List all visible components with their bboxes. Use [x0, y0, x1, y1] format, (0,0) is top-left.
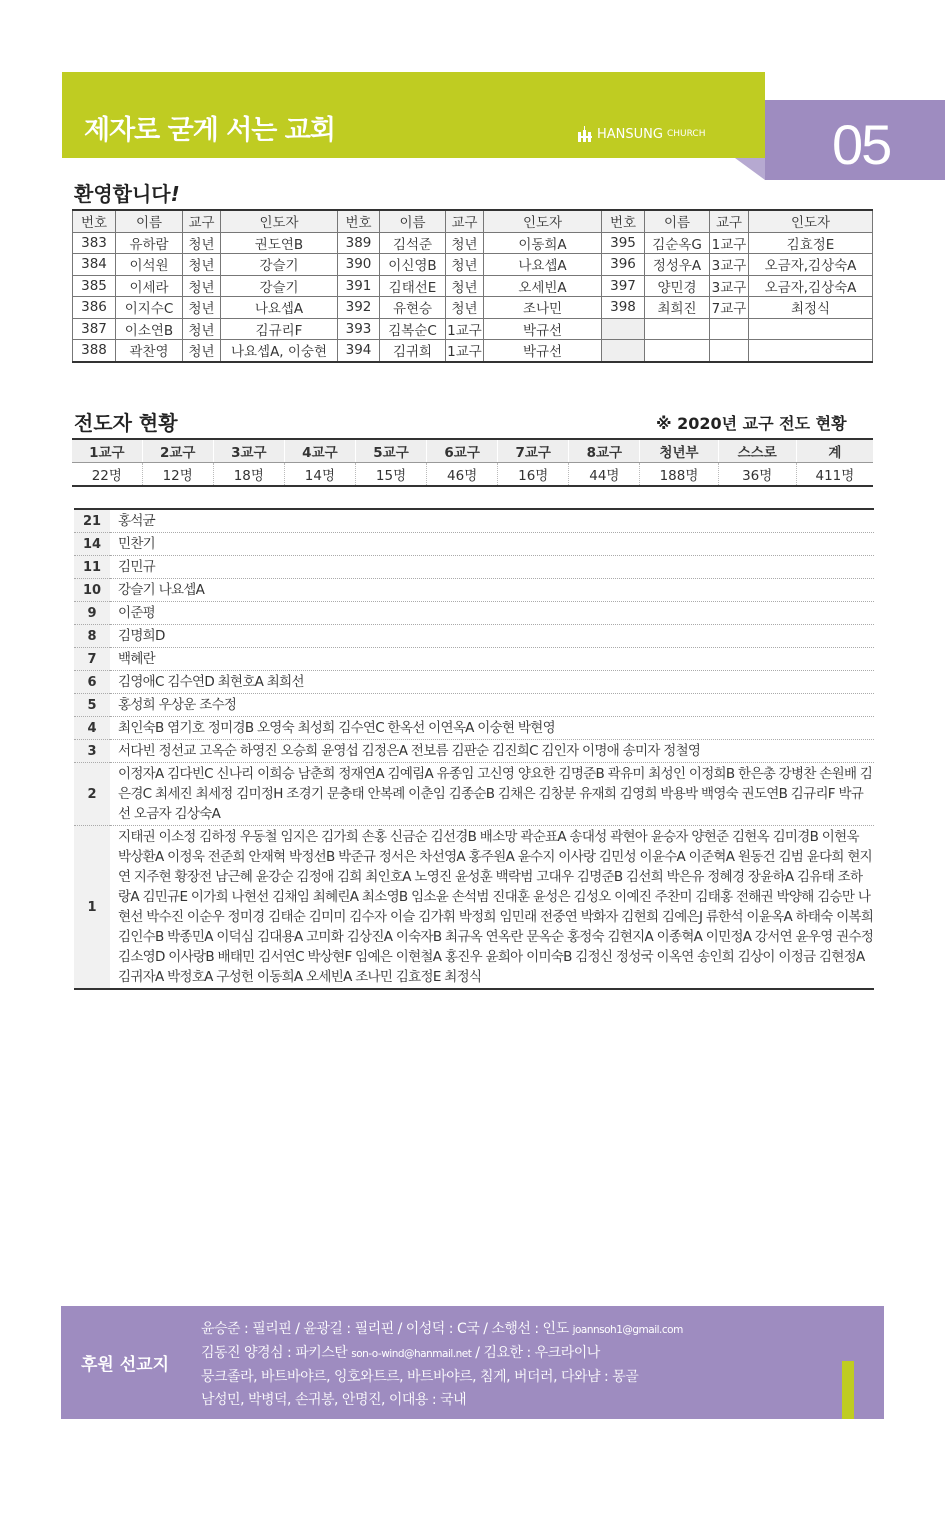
welcome-cell: 391	[338, 275, 380, 297]
welcome-cell: 393	[338, 318, 380, 340]
missions-label: 후원 선교지	[81, 1355, 170, 1375]
rank-count: 11	[74, 556, 110, 579]
welcome-cell: 389	[338, 232, 380, 254]
welcome-cell: 398	[602, 297, 645, 319]
rank-row	[74, 602, 874, 625]
welcome-row	[73, 254, 873, 276]
rank-names: 김영애C 김수연D 최현호A 최희선	[110, 671, 874, 694]
welcome-cell: 유현승	[380, 297, 446, 319]
welcome-cell: 최정식	[749, 297, 873, 319]
welcome-cell	[710, 340, 749, 362]
rank-row	[74, 648, 874, 671]
welcome-cell: 김석준	[380, 232, 446, 254]
welcome-cell: 388	[73, 340, 116, 362]
rank-names: 홍석균	[110, 509, 874, 533]
evangelist-value-cell: 36명	[718, 463, 796, 487]
rank-row	[74, 509, 874, 533]
welcome-cell: 최희진	[645, 297, 710, 319]
missions-box	[61, 1306, 884, 1419]
missions-email-2: son-o-wind@hanmail.net	[351, 1348, 472, 1360]
rank-row	[74, 533, 874, 556]
welcome-cell: 이지수C	[116, 297, 183, 319]
welcome-cell: 이석원	[116, 254, 183, 276]
welcome-cell	[749, 318, 873, 340]
rank-row	[74, 579, 874, 602]
welcome-cell: 390	[338, 254, 380, 276]
rank-names: 김민규	[110, 556, 874, 579]
welcome-cell: 397	[602, 275, 645, 297]
welcome-cell: 유하람	[116, 232, 183, 254]
welcome-cell: 이소연B	[116, 318, 183, 340]
welcome-cell: 1교구	[446, 340, 484, 362]
rank-count: 14	[74, 533, 110, 556]
welcome-header-cell: 번호	[602, 210, 645, 232]
evangelist-header-cell: 3교구	[213, 439, 284, 463]
welcome-cell: 392	[338, 297, 380, 319]
rank-count: 5	[74, 694, 110, 717]
missions-line-4: 남성민, 박병덕, 손귀봉, 안명진, 이대용 : 국내	[201, 1392, 467, 1408]
rank-names: 홍성희 우상운 조수정	[110, 694, 874, 717]
welcome-table	[72, 209, 873, 363]
rank-count: 2	[74, 763, 110, 826]
church-logo	[578, 126, 705, 142]
welcome-header-row	[73, 210, 873, 232]
welcome-row	[73, 318, 873, 340]
logo-text: HANSUNG	[597, 126, 663, 142]
evangelist-header-cell: 2교구	[142, 439, 213, 463]
welcome-cell: 오금자,김상숙A	[749, 254, 873, 276]
evangelist-summary-table	[72, 438, 873, 487]
welcome-header-cell: 교구	[446, 210, 484, 232]
welcome-cell: 오세빈A	[484, 275, 602, 297]
missions-email-1: joannsoh1@gmail.com	[572, 1324, 683, 1336]
welcome-cell: 청년	[446, 232, 484, 254]
welcome-row	[73, 297, 873, 319]
rank-row	[74, 625, 874, 648]
welcome-cell: 양민경	[645, 275, 710, 297]
page-title: 제자로 굳게 서는 교회	[84, 115, 335, 146]
welcome-cell: 이신영B	[380, 254, 446, 276]
welcome-cell: 김순옥G	[645, 232, 710, 254]
evangelist-value-cell: 22명	[91, 468, 122, 484]
evangelist-header-cell: 계	[796, 439, 873, 463]
rank-names: 김명희D	[110, 625, 874, 648]
welcome-cell: 나요셉A, 이숭현	[221, 340, 338, 362]
welcome-cell: 7교구	[710, 297, 749, 319]
missions-line-2: 김동진 양경심 : 파키스탄 son-o-wind@hanmail.net / 김요한 : 우크라이나	[201, 1345, 600, 1361]
welcome-header-cell: 인도자	[749, 210, 873, 232]
evangelist-value-cell: 16명	[498, 463, 569, 487]
evangelist-value-cell: 411명	[796, 463, 873, 487]
evangelist-header-cell: 8교구	[569, 439, 640, 463]
welcome-cell	[645, 340, 710, 362]
rank-names: 서다빈 정선교 고옥순 하영진 오승희 윤영섭 김정은A 전보름 김판순 김진희C 김인자 이명애 송미자 정철영	[110, 740, 874, 763]
welcome-header-cell: 이름	[380, 210, 446, 232]
evangelist-header-cell: 청년부	[640, 439, 718, 463]
welcome-row	[73, 275, 873, 297]
welcome-cell: 청년	[183, 254, 221, 276]
rank-row	[74, 826, 874, 990]
rank-names: 민찬기	[110, 533, 874, 556]
welcome-cell: 396	[602, 254, 645, 276]
evangelist-value-cell: 46명	[427, 463, 498, 487]
evangelist-values-row	[72, 463, 873, 487]
evangelist-value-cell: 44명	[569, 463, 640, 487]
accent-bar	[842, 1361, 854, 1419]
church-cross-icon	[578, 126, 592, 142]
welcome-cell: 1교구	[446, 318, 484, 340]
welcome-cell	[645, 318, 710, 340]
evangelist-note: ※ 2020년 교구 전도 현황	[656, 414, 847, 433]
welcome-cell: 청년	[183, 340, 221, 362]
welcome-header-cell: 교구	[183, 210, 221, 232]
welcome-cell: 1교구	[710, 232, 749, 254]
evangelist-header-cell: 1교구	[72, 439, 142, 463]
evangelist-header-cell: 스스로	[718, 439, 796, 463]
evangelist-title: 전도자 현황	[74, 411, 178, 435]
welcome-header-cell: 번호	[338, 210, 380, 232]
rank-count: 7	[74, 648, 110, 671]
welcome-cell: 394	[338, 340, 380, 362]
rank-names: 강슬기 나요셉A	[110, 579, 874, 602]
welcome-cell: 3교구	[710, 275, 749, 297]
welcome-cell	[602, 318, 645, 340]
welcome-cell: 박규선	[484, 340, 602, 362]
welcome-header-cell: 이름	[645, 210, 710, 232]
welcome-cell: 조나민	[484, 297, 602, 319]
rank-row	[74, 694, 874, 717]
welcome-row	[73, 340, 873, 362]
rank-count: 3	[74, 740, 110, 763]
rank-row	[74, 717, 874, 740]
evangelist-header-cell: 6교구	[427, 439, 498, 463]
rank-row	[74, 671, 874, 694]
welcome-title: 환영합니다!	[74, 182, 180, 206]
page-number: 05	[832, 113, 891, 176]
evangelist-value-cell: 18명	[213, 463, 284, 487]
welcome-cell: 곽찬영	[116, 340, 183, 362]
welcome-cell	[710, 318, 749, 340]
welcome-row	[73, 232, 873, 254]
welcome-cell	[602, 340, 645, 362]
welcome-cell: 나요셉A	[221, 297, 338, 319]
welcome-cell: 김태선E	[380, 275, 446, 297]
welcome-cell: 청년	[183, 318, 221, 340]
welcome-cell: 이세라	[116, 275, 183, 297]
rank-names: 지태권 이소정 김하정 우동철 임지은 김가희 손홍 신금순 김선경B 배소망 곽순표A 송대성 곽현아 윤승자 양현준 김현옥 김미경B 이현욱 박상환A 이정욱 전준희 안재혁 박정선B 박준규 정서은 차선영A 홍주원A 윤수지 이사랑 김민성 이윤수A 이준혁A 원동건 김범 윤다희 현지연 지주현 황장전 남근혜 윤강순 김정애 김희 최인호A 노영진 윤성훈 백락범 고대우 김명준B 김선희 박은유 정혜경 장윤하A 김유태 조하랑A 김민규E 이가희 나현선 김채임 최혜린A 최소영B 임소윤 손석범 진대훈 윤성은 김성오 이예진 주찬미 김태홍 전해권 박양해 김승만 나현선 박수진 이순우 정미경 김태순 김미미 김수자 이슬 김가휘 박정희 임민래 전중연 박화자 김현희 김예은J 류한석 이윤옥A 하태숙 이복희 김인수B 박종민A 이덕심 김대용A 고미화 김상진A 이숙자B 최규옥 연옥란 문옥순 홍정숙 김현지A 이종혁A 이민정A 강서연 윤우영 권수정 김소영D 이사랑B 배태민 김서연C 박상현F 임예은 이현철A 홍진우 윤희아 이미숙B 김정신 정성국 이옥연 송인희 김상이 이정금 김현정A 김귀자A 박정호A 구성헌 이동희A 오세빈A 조나민 김효정E 최정식	[110, 826, 874, 990]
logo-subtext: CHURCH	[666, 129, 706, 139]
rank-row	[74, 556, 874, 579]
welcome-cell: 강슬기	[221, 275, 338, 297]
welcome-cell: 이동희A	[484, 232, 602, 254]
evangelist-rank-table	[74, 508, 874, 990]
rank-row	[74, 740, 874, 763]
rank-names: 최인숙B 염기호 정미경B 오영숙 최성희 김수연C 한옥선 이연옥A 이숭현 박현영	[110, 717, 874, 740]
welcome-cell: 청년	[446, 297, 484, 319]
missions-lines	[201, 1318, 683, 1412]
welcome-header-cell: 교구	[710, 210, 749, 232]
welcome-cell: 385	[73, 275, 116, 297]
evangelist-value-cell: 188명	[640, 463, 718, 487]
rank-count: 6	[74, 671, 110, 694]
evangelist-header-row	[72, 439, 873, 463]
welcome-cell: 김규리F	[221, 318, 338, 340]
evangelist-header-cell: 7교구	[498, 439, 569, 463]
welcome-cell: 3교구	[710, 254, 749, 276]
rank-count: 21	[74, 509, 110, 533]
welcome-cell: 청년	[183, 232, 221, 254]
rank-names: 이정자A 김다빈C 신나리 이희승 남춘희 정재연A 김예림A 유종임 고신영 양요한 김명준B 곽유미 최성인 이정희B 한은총 강병찬 손원배 김은경C 최세진 최세정 김미정H 조경기 문충태 안복례 이춘임 김종순B 김채은 김창분 유재희 김영희 박용박 백영숙 권도연B 김규리F 박규선 오금자 김상숙A	[110, 763, 874, 826]
welcome-cell: 387	[73, 318, 116, 340]
evangelist-value-cell: 14명	[284, 463, 355, 487]
welcome-cell: 강슬기	[221, 254, 338, 276]
welcome-cell: 박규선	[484, 318, 602, 340]
welcome-cell: 권도연B	[221, 232, 338, 254]
evangelist-value-cell: 12명	[142, 463, 213, 487]
welcome-cell: 정성우A	[645, 254, 710, 276]
welcome-cell: 청년	[446, 275, 484, 297]
welcome-cell: 386	[73, 297, 116, 319]
welcome-cell: 김복순C	[380, 318, 446, 340]
welcome-cell: 383	[73, 232, 116, 254]
welcome-cell	[749, 340, 873, 362]
welcome-header-cell: 인도자	[484, 210, 602, 232]
welcome-cell: 395	[602, 232, 645, 254]
tab-fold	[735, 158, 765, 180]
missions-line-1: 윤승준 : 필리핀 / 윤광길 : 필리핀 / 이성덕 : C국 / 소행선 : 인도 joannsoh1@gmail.com	[201, 1321, 683, 1337]
rank-count: 1	[74, 826, 110, 990]
evangelist-value-cell: 15명	[355, 463, 426, 487]
welcome-cell: 오금자,김상숙A	[749, 275, 873, 297]
welcome-cell: 384	[73, 254, 116, 276]
missions-line-3: 뭉크졸라, 바트바야르, 잉호와트르, 바트바야르, 침게, 버더러, 다와냠 : 몽골	[201, 1369, 639, 1385]
welcome-header-cell: 이름	[116, 210, 183, 232]
evangelist-header-cell: 4교구	[284, 439, 355, 463]
welcome-header-cell: 번호	[73, 210, 116, 232]
welcome-cell: 나요셉A	[484, 254, 602, 276]
evangelist-header-cell: 5교구	[355, 439, 426, 463]
rank-names: 백혜란	[110, 648, 874, 671]
rank-names: 이준평	[110, 602, 874, 625]
welcome-header-cell: 인도자	[221, 210, 338, 232]
rank-count: 8	[74, 625, 110, 648]
rank-row	[74, 763, 874, 826]
welcome-cell: 청년	[183, 297, 221, 319]
welcome-title-mark: !	[170, 182, 180, 206]
rank-count: 9	[74, 602, 110, 625]
welcome-cell: 청년	[446, 254, 484, 276]
welcome-cell: 김귀희	[380, 340, 446, 362]
welcome-cell: 청년	[183, 275, 221, 297]
rank-count: 10	[74, 579, 110, 602]
welcome-cell: 김효정E	[749, 232, 873, 254]
rank-count: 4	[74, 717, 110, 740]
